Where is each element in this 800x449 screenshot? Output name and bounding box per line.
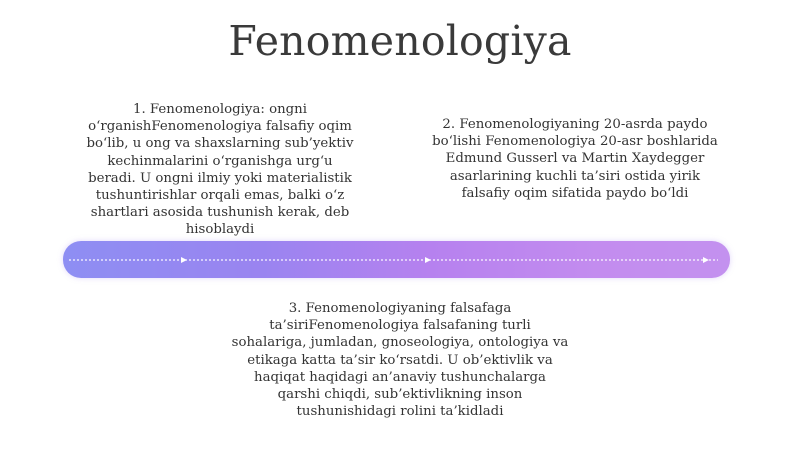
point-1-line: 1. Fenomenologiya: ongni <box>133 102 307 117</box>
point-3-line: tushunishidagi rolini ta’kidladi <box>296 404 504 420</box>
point-1-line: shartlari asosida tushunish kerak, deb <box>90 205 350 221</box>
point-1-line: bo‘lib, u ong va shaxslarning sub’yektiv <box>86 136 354 152</box>
point-3-line: etikaga katta ta’sir ko‘rsatdi. U ob’ektivlik va <box>247 352 553 368</box>
point-2-line: asarlarining kuchli ta’siri ostida yirik <box>449 168 701 184</box>
arrow-right-icon <box>703 257 709 263</box>
point-2-line: Edmund Gusserl va Martin Xaydegger <box>445 151 705 167</box>
slide-title: Fenomenologiya <box>228 17 572 65</box>
point-1-line: kechinmalarini o‘rganishga urg‘u <box>107 153 333 169</box>
timeline-graphic <box>63 241 730 278</box>
point-1-line: o‘rganishFenomenologiya falsafiy oqim <box>88 119 352 135</box>
point-3-line: sohalariga, jumladan, gnoseologiya, ontologiya va <box>231 335 569 351</box>
point-2-line: 2. Fenomenologiyaning 20-asrda paydo <box>442 117 708 132</box>
point-3-text <box>222 300 578 420</box>
point-3-line: qarshi chiqdi, sub’ektivlikning inson <box>277 387 523 403</box>
arrow-right-icon <box>181 257 187 263</box>
timeline-bar <box>63 241 730 278</box>
point-3-line: 3. Fenomenologiyaning falsafaga <box>288 301 512 316</box>
point-1-text <box>70 101 370 239</box>
point-1-line: hisoblaydi <box>185 222 255 238</box>
point-3-line: haqiqat haqidagi an’anaviy tushunchalarga <box>254 369 546 385</box>
point-1-line: beradi. U ongni ilmiy yoki materialistik <box>88 170 352 186</box>
point-1-line: tushuntirishlar orqali emas, balki o‘z <box>95 188 345 204</box>
point-2-line: bo‘lishi Fenomenologiya 20-asr boshlarida <box>432 134 718 150</box>
point-2-text <box>425 116 725 202</box>
arrow-right-icon <box>425 257 431 263</box>
point-2-line: falsafiy oqim sifatida paydo bo‘ldi <box>461 185 689 201</box>
point-3-line: ta’siriFenomenologiya falsafaning turli <box>269 318 531 334</box>
